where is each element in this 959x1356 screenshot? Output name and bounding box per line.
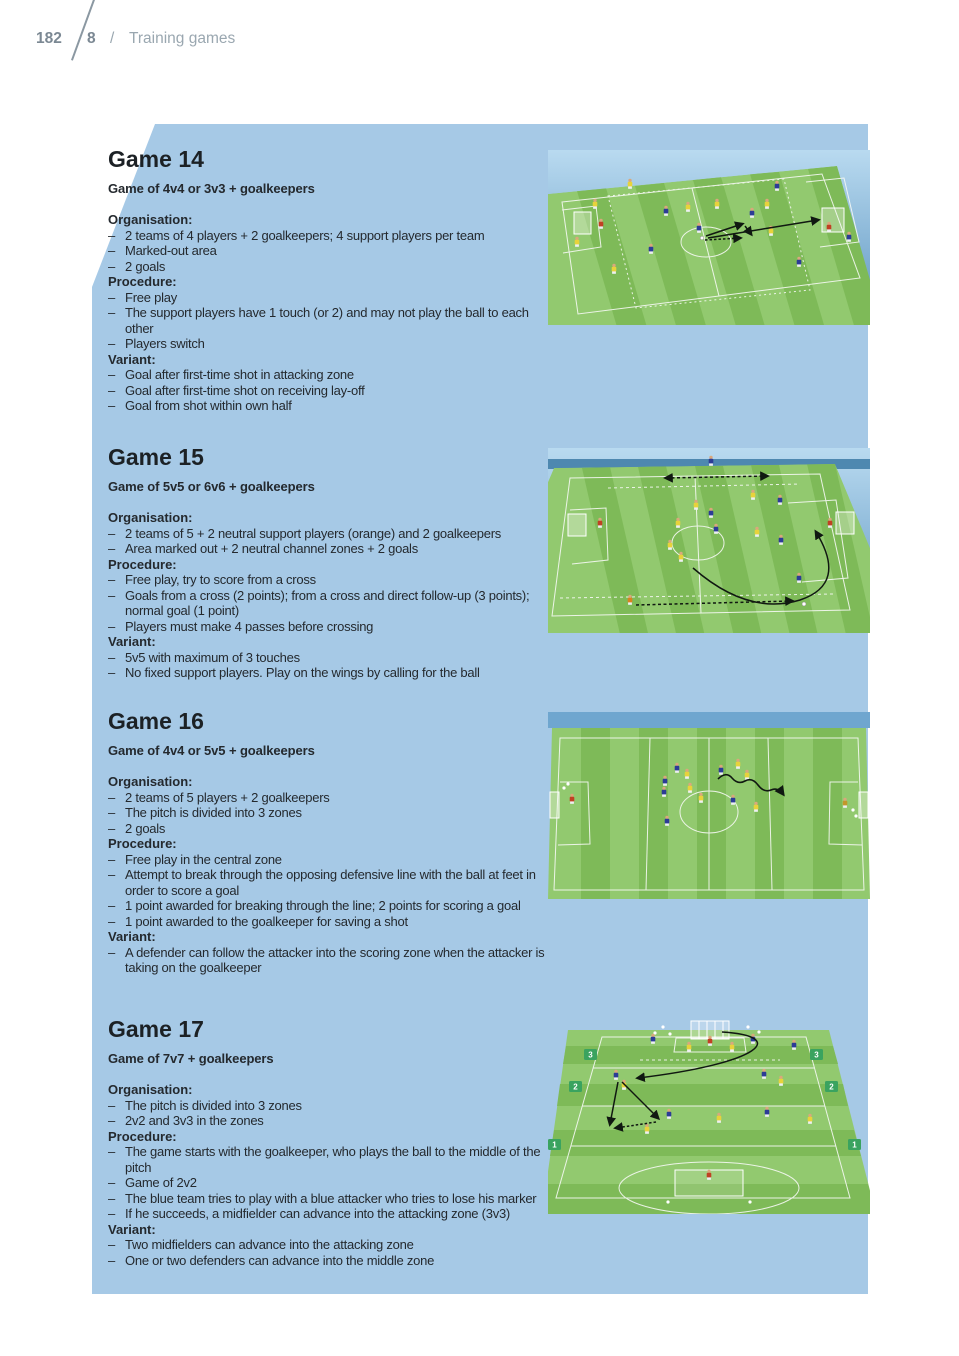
game-section-17 bbox=[108, 1016, 556, 1268]
bullet-list bbox=[108, 1098, 556, 1129]
game-subtitle: Game of 4v4 or 3v3 + goalkeepers bbox=[108, 181, 315, 196]
ball bbox=[700, 236, 704, 240]
bullet-item: – 2 teams of 5 + 2 neutral support players (orange) and 2 goalkeepers bbox=[108, 526, 556, 542]
bullet-item: – Players switch bbox=[108, 336, 556, 352]
bullet-list bbox=[108, 790, 556, 837]
procedure-heading: Procedure: bbox=[108, 556, 177, 572]
bullet-item: – The support players have 1 touch (or 2) and may not play the ball to each other bbox=[108, 305, 556, 336]
bullet-item: – The pitch is divided into 3 zones bbox=[108, 805, 556, 821]
bullet-list bbox=[108, 572, 556, 634]
bullet-item: – Free play in the central zone bbox=[108, 852, 556, 868]
zone-label: 2 bbox=[829, 1082, 834, 1092]
bullet-item: – 2v2 and 3v3 in the zones bbox=[108, 1113, 556, 1129]
organisation-heading: Organisation: bbox=[108, 510, 193, 525]
bullet-item: – The pitch is divided into 3 zones bbox=[108, 1098, 556, 1114]
organisation-heading: Organisation: bbox=[108, 774, 193, 789]
procedure-heading: Procedure: bbox=[108, 836, 177, 851]
bullet-item: – One or two defenders can advance into the middle zone bbox=[108, 1253, 556, 1269]
game-title: Game 16 bbox=[108, 708, 204, 734]
game-16-pitch-diagram bbox=[548, 712, 870, 899]
bullet-item: – Goal after first-time shot in attacking zone bbox=[108, 367, 556, 383]
game-title: Game 14 bbox=[108, 146, 204, 172]
bullet-item: – Goals from a cross (2 points); from a cross and direct follow-up (3 points); normal goal (1 point) bbox=[108, 588, 556, 619]
bullet-list bbox=[108, 526, 556, 557]
organisation-heading: Organisation: bbox=[108, 212, 193, 227]
bullet-item: – Attempt to break through the opposing defensive line with the ball at feet in order to score a goal bbox=[108, 867, 556, 898]
bullet-item: – Marked-out area bbox=[108, 243, 556, 259]
ball bbox=[802, 602, 806, 606]
bullet-list bbox=[108, 290, 556, 352]
game-subtitle: Game of 7v7 + goalkeepers bbox=[108, 1051, 274, 1066]
bullet-item: – 5v5 with maximum of 3 touches bbox=[108, 650, 556, 666]
bullet-item: – 2 teams of 4 players + 2 goalkeepers; 4 support players per team bbox=[108, 228, 556, 244]
game-subtitle: Game of 4v4 or 5v5 + goalkeepers bbox=[108, 743, 315, 758]
grass-field bbox=[548, 166, 870, 325]
bullet-item: – Players must make 4 passes before crossing bbox=[108, 619, 556, 635]
bullet-item: – 1 point awarded to the goalkeeper for saving a shot bbox=[108, 914, 556, 930]
bullet-item: – Game of 2v2 bbox=[108, 1175, 556, 1191]
game-14-pitch-diagram bbox=[548, 150, 870, 325]
bullet-list bbox=[108, 1237, 556, 1268]
game-section-16 bbox=[108, 708, 556, 976]
variant-heading: Variant: bbox=[108, 929, 156, 944]
organisation-heading: Organisation: bbox=[108, 1082, 193, 1097]
game-subtitle: Game of 5v5 or 6v6 + goalkeepers bbox=[108, 479, 315, 494]
zone-label: 1 bbox=[852, 1140, 857, 1150]
bullet-list bbox=[108, 650, 556, 681]
zone-label: 3 bbox=[588, 1050, 593, 1060]
game-17-pitch-diagram bbox=[548, 1018, 870, 1214]
grass-field bbox=[548, 464, 870, 633]
procedure-heading: Procedure: bbox=[108, 274, 177, 289]
game-title: Game 15 bbox=[108, 444, 204, 470]
bullet-item: – 2 goals bbox=[108, 821, 556, 837]
page-number: 182 bbox=[36, 30, 62, 47]
game-section-15 bbox=[108, 444, 556, 681]
bullet-item: – Two midfielders can advance into the attacking zone bbox=[108, 1237, 556, 1253]
sky-background bbox=[548, 712, 870, 728]
bullet-list bbox=[108, 228, 556, 275]
zone-label: 2 bbox=[573, 1082, 578, 1092]
section-title: Training games bbox=[129, 30, 236, 47]
bullet-item: – No fixed support players. Play on the wings by calling for the ball bbox=[108, 665, 556, 681]
zone-label: 1 bbox=[552, 1140, 557, 1150]
game-15-pitch-diagram bbox=[548, 448, 870, 633]
header-divider: / bbox=[110, 30, 115, 47]
bullet-item: – 2 goals bbox=[108, 259, 556, 275]
bullet-item: – The blue team tries to play with a blue attacker who tries to lose his marker bbox=[108, 1191, 556, 1207]
bullet-item: – Free play bbox=[108, 290, 556, 306]
bullet-item: – A defender can follow the attacker into the scoring zone when the attacker is taking on the goalkeeper bbox=[108, 945, 556, 976]
bullet-item: – 2 teams of 5 players + 2 goalkeepers bbox=[108, 790, 556, 806]
variant-heading: Variant: bbox=[108, 1221, 156, 1237]
bullet-list bbox=[108, 945, 556, 976]
chapter-number: 8 bbox=[87, 30, 96, 47]
bullet-list bbox=[108, 367, 556, 414]
bullet-item: – Goal from shot within own half bbox=[108, 398, 556, 414]
bullet-item: – Area marked out + 2 neutral channel zones + 2 goals bbox=[108, 541, 556, 557]
bullet-item: – If he succeeds, a midfielder can advance into the attacking zone (3v3) bbox=[108, 1206, 556, 1222]
procedure-heading: Procedure: bbox=[108, 1128, 177, 1144]
game-section-14 bbox=[108, 146, 556, 414]
bullet-item: – The game starts with the goalkeeper, who plays the ball to the middle of the pitch bbox=[108, 1144, 556, 1175]
variant-heading: Variant: bbox=[108, 351, 156, 367]
bullet-item: – Free play, try to score from a cross bbox=[108, 572, 556, 588]
game-title: Game 17 bbox=[108, 1016, 204, 1042]
variant-heading: Variant: bbox=[108, 634, 156, 649]
bullet-item: – 1 point awarded for breaking through the line; 2 points for scoring a goal bbox=[108, 898, 556, 914]
zone-label: 3 bbox=[814, 1050, 819, 1060]
bullet-list bbox=[108, 1144, 556, 1222]
bullet-item: – Goal after first-time shot on receiving lay-off bbox=[108, 383, 556, 399]
bullet-list bbox=[108, 852, 556, 930]
